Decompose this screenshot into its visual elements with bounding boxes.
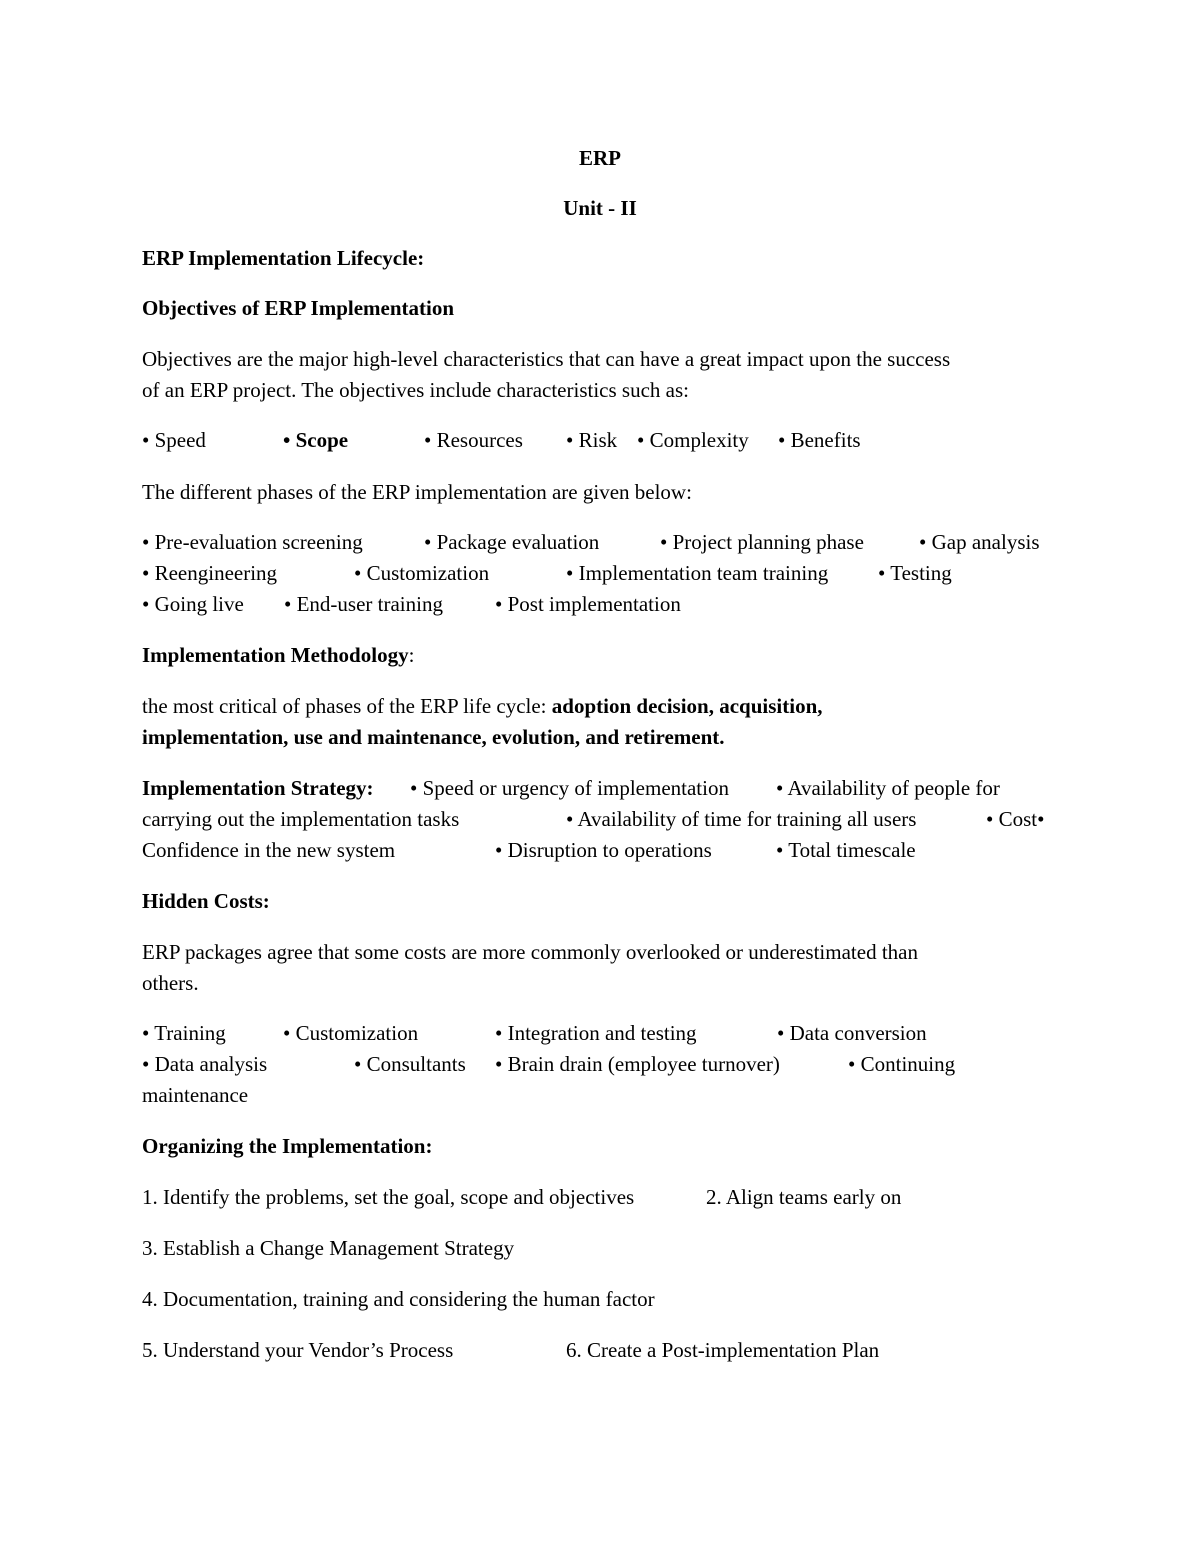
methodology-heading-line <box>142 643 414 667</box>
list-item: • Consultants <box>354 1052 466 1076</box>
hidden-costs-para-line-1: ERP packages agree that some costs are more commonly overlooked or underestimated than <box>142 940 918 964</box>
methodology-bold-1: adoption decision, acquisition, <box>551 694 823 718</box>
list-item: • Availability of people for <box>776 776 1000 800</box>
list-item: 3. Establish a Change Management Strategy <box>142 1236 515 1260</box>
phases-intro: The different phases of the ERP implementation are given below: <box>142 480 692 504</box>
list-item: • Post implementation <box>495 592 681 616</box>
methodology-heading: Implementation Methodology <box>142 643 409 667</box>
methodology-intro: the most critical of phases of the ERP life cycle: <box>142 694 552 718</box>
list-item: maintenance <box>142 1083 249 1107</box>
list-item: • Data conversion <box>777 1021 927 1045</box>
list-item: 2. Align teams early on <box>706 1185 902 1209</box>
list-item: • Risk <box>566 428 618 452</box>
list-item: • Going live <box>142 592 244 616</box>
list-item: 4. Documentation, training and considering the human factor <box>142 1287 655 1311</box>
methodology-line-1 <box>142 694 823 718</box>
list-item: • Resources <box>424 428 523 452</box>
list-item: • Training <box>142 1021 226 1045</box>
list-item: • Total timescale <box>776 838 916 862</box>
list-item: Confidence in the new system <box>142 838 396 862</box>
list-item: carrying out the implementation tasks <box>142 807 460 831</box>
list-item: 1. Identify the problems, set the goal, scope and objectives <box>142 1185 635 1209</box>
list-item: • Cost• <box>986 807 1045 831</box>
methodology-colon: : <box>408 643 415 667</box>
list-item: • End-user training <box>284 592 443 616</box>
strategy-heading: Implementation Strategy: <box>142 776 374 800</box>
list-item: • Availability of time for training all users <box>566 807 917 831</box>
unit-label: Unit - II <box>563 196 637 220</box>
methodology-line-2: implementation, use and maintenance, evolution, and retirement. <box>142 725 725 749</box>
list-item: • Complexity <box>637 428 749 452</box>
organizing-heading: Organizing the Implementation: <box>142 1134 433 1158</box>
list-item: • Scope <box>283 428 349 452</box>
list-item: • Speed or urgency of implementation <box>410 776 729 800</box>
list-item: 6. Create a Post-implementation Plan <box>566 1338 880 1362</box>
hidden-costs-heading: Hidden Costs: <box>142 889 270 913</box>
list-item: • Integration and testing <box>495 1021 697 1045</box>
list-item: • Project planning phase <box>660 530 864 554</box>
list-item: • Customization <box>283 1021 419 1045</box>
list-item: • Continuing <box>848 1052 956 1076</box>
list-item: • Brain drain (employee turnover) <box>495 1052 780 1076</box>
list-item: • Benefits <box>778 428 861 452</box>
list-item: • Testing <box>878 561 952 585</box>
list-item: • Reengineering <box>142 561 278 585</box>
list-item: • Speed <box>142 428 206 452</box>
lifecycle-heading: ERP Implementation Lifecycle: <box>142 246 425 270</box>
list-item: • Package evaluation <box>424 530 600 554</box>
list-item: • Pre-evaluation screening <box>142 530 363 554</box>
list-item: • Implementation team training <box>566 561 829 585</box>
hidden-costs-para-line-2: others. <box>142 971 199 995</box>
objectives-paragraph-line-1: Objectives are the major high-level characteristics that can have a great impact upon the success <box>142 347 951 371</box>
objectives-heading: Objectives of ERP Implementation <box>142 296 455 320</box>
list-item: • Disruption to operations <box>495 838 712 862</box>
list-item: 5. Understand your Vendor’s Process <box>142 1338 454 1362</box>
list-item: • Customization <box>354 561 490 585</box>
document-title: ERP <box>579 146 621 170</box>
list-item: • Gap analysis <box>919 530 1040 554</box>
list-item: • Data analysis <box>142 1052 268 1076</box>
objectives-paragraph-line-2: of an ERP project. The objectives include characteristics such as: <box>142 378 689 402</box>
